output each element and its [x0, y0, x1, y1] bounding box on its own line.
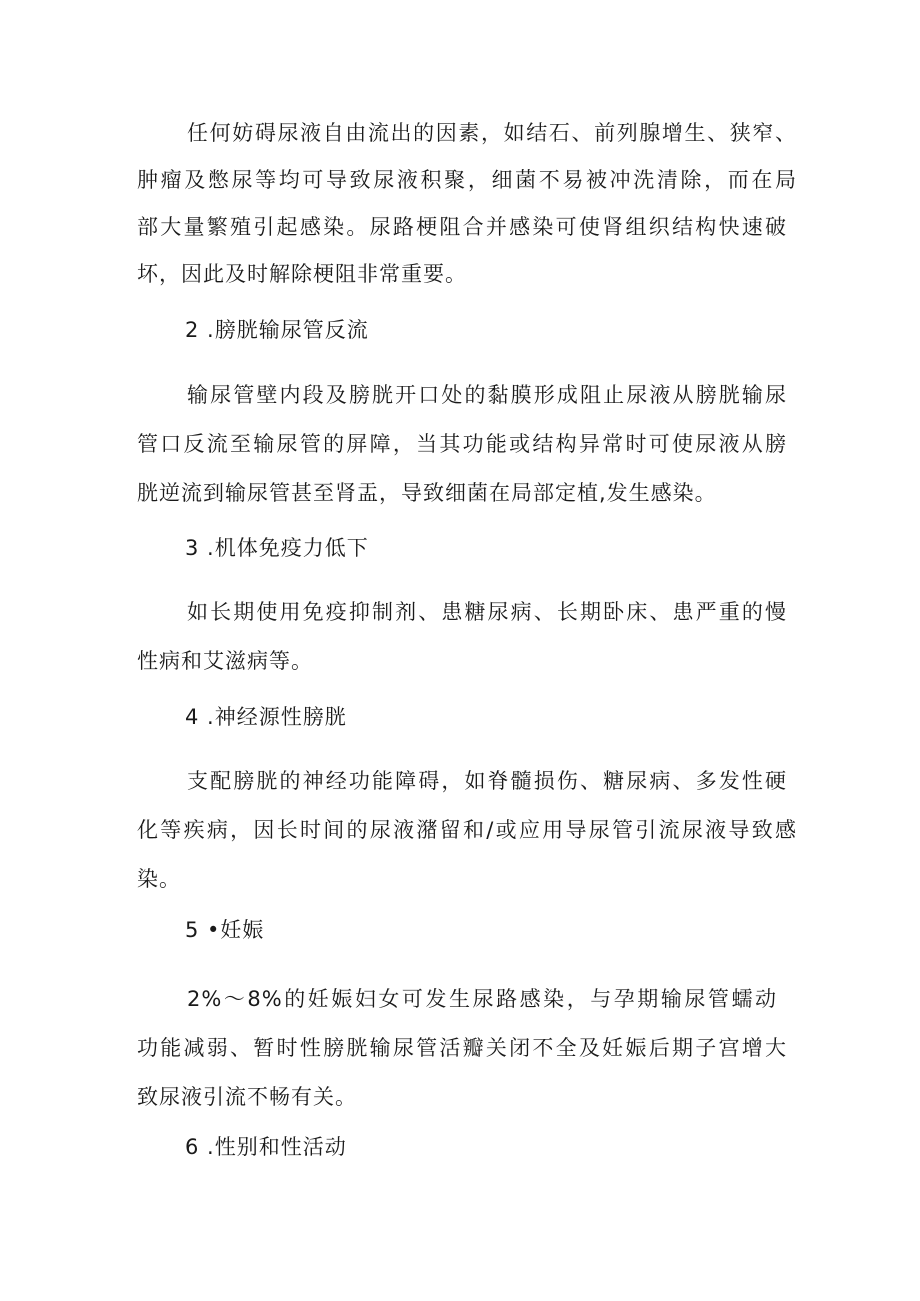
section-heading-4: 4 .神经源性膀胱 [185, 705, 347, 729]
paragraph-5-line-1: 2%～8%的妊娠妇女可发生尿路感染，与孕期输尿管蠕动 [187, 987, 777, 1011]
paragraph-4-line-2: 化等疾病，因长时间的尿液潴留和/或应用导尿管引流尿液导致感 [137, 818, 797, 842]
section-heading-5: 5 •妊娠 [185, 918, 265, 942]
paragraph-2-line-2: 管口反流至输尿管的屏障，当其功能或结构异常时可使尿液从膀 [137, 432, 787, 456]
paragraph-2-line-3: 胱逆流到输尿管甚至肾盂，导致细菌在局部定植,发生感染。 [137, 481, 717, 505]
paragraph-1-line-1: 任何妨碍尿液自由流出的因素，如结石、前列腺增生、狭窄、 [187, 121, 797, 145]
section-heading-2: 2 .膀胱输尿管反流 [185, 318, 369, 342]
paragraph-1-line-3: 部大量繁殖引起感染。尿路梗阻合并感染可使肾组织结构快速破 [137, 215, 787, 239]
paragraph-4-line-1: 支配膀胱的神经功能障碍，如脊髓损伤、糖尿病、多发性硬 [187, 769, 787, 793]
paragraph-3-line-2: 性病和艾滋病等。 [137, 649, 313, 673]
paragraph-5-line-3: 致尿液引流不畅有关。 [137, 1085, 357, 1109]
paragraph-3-line-1: 如长期使用免疫抑制剂、患糖尿病、长期卧床、患严重的慢 [187, 600, 787, 624]
paragraph-4-line-3: 染。 [137, 867, 181, 891]
paragraph-1-line-4: 坏，因此及时解除梗阻非常重要。 [137, 262, 467, 286]
paragraph-2-line-1: 输尿管壁内段及膀胱开口处的黏膜形成阻止尿液从膀胱输尿 [187, 383, 787, 407]
section-heading-6: 6 .性别和性活动 [185, 1135, 347, 1159]
paragraph-1-line-2: 肿瘤及憋尿等均可导致尿液积聚，细菌不易被冲洗清除，而在局 [137, 168, 797, 192]
section-heading-3: 3 .机体免疫力低下 [185, 536, 369, 560]
paragraph-5-line-2: 功能减弱、暂时性膀胱输尿管活瓣关闭不全及妊娠后期子宫增大 [137, 1036, 787, 1060]
